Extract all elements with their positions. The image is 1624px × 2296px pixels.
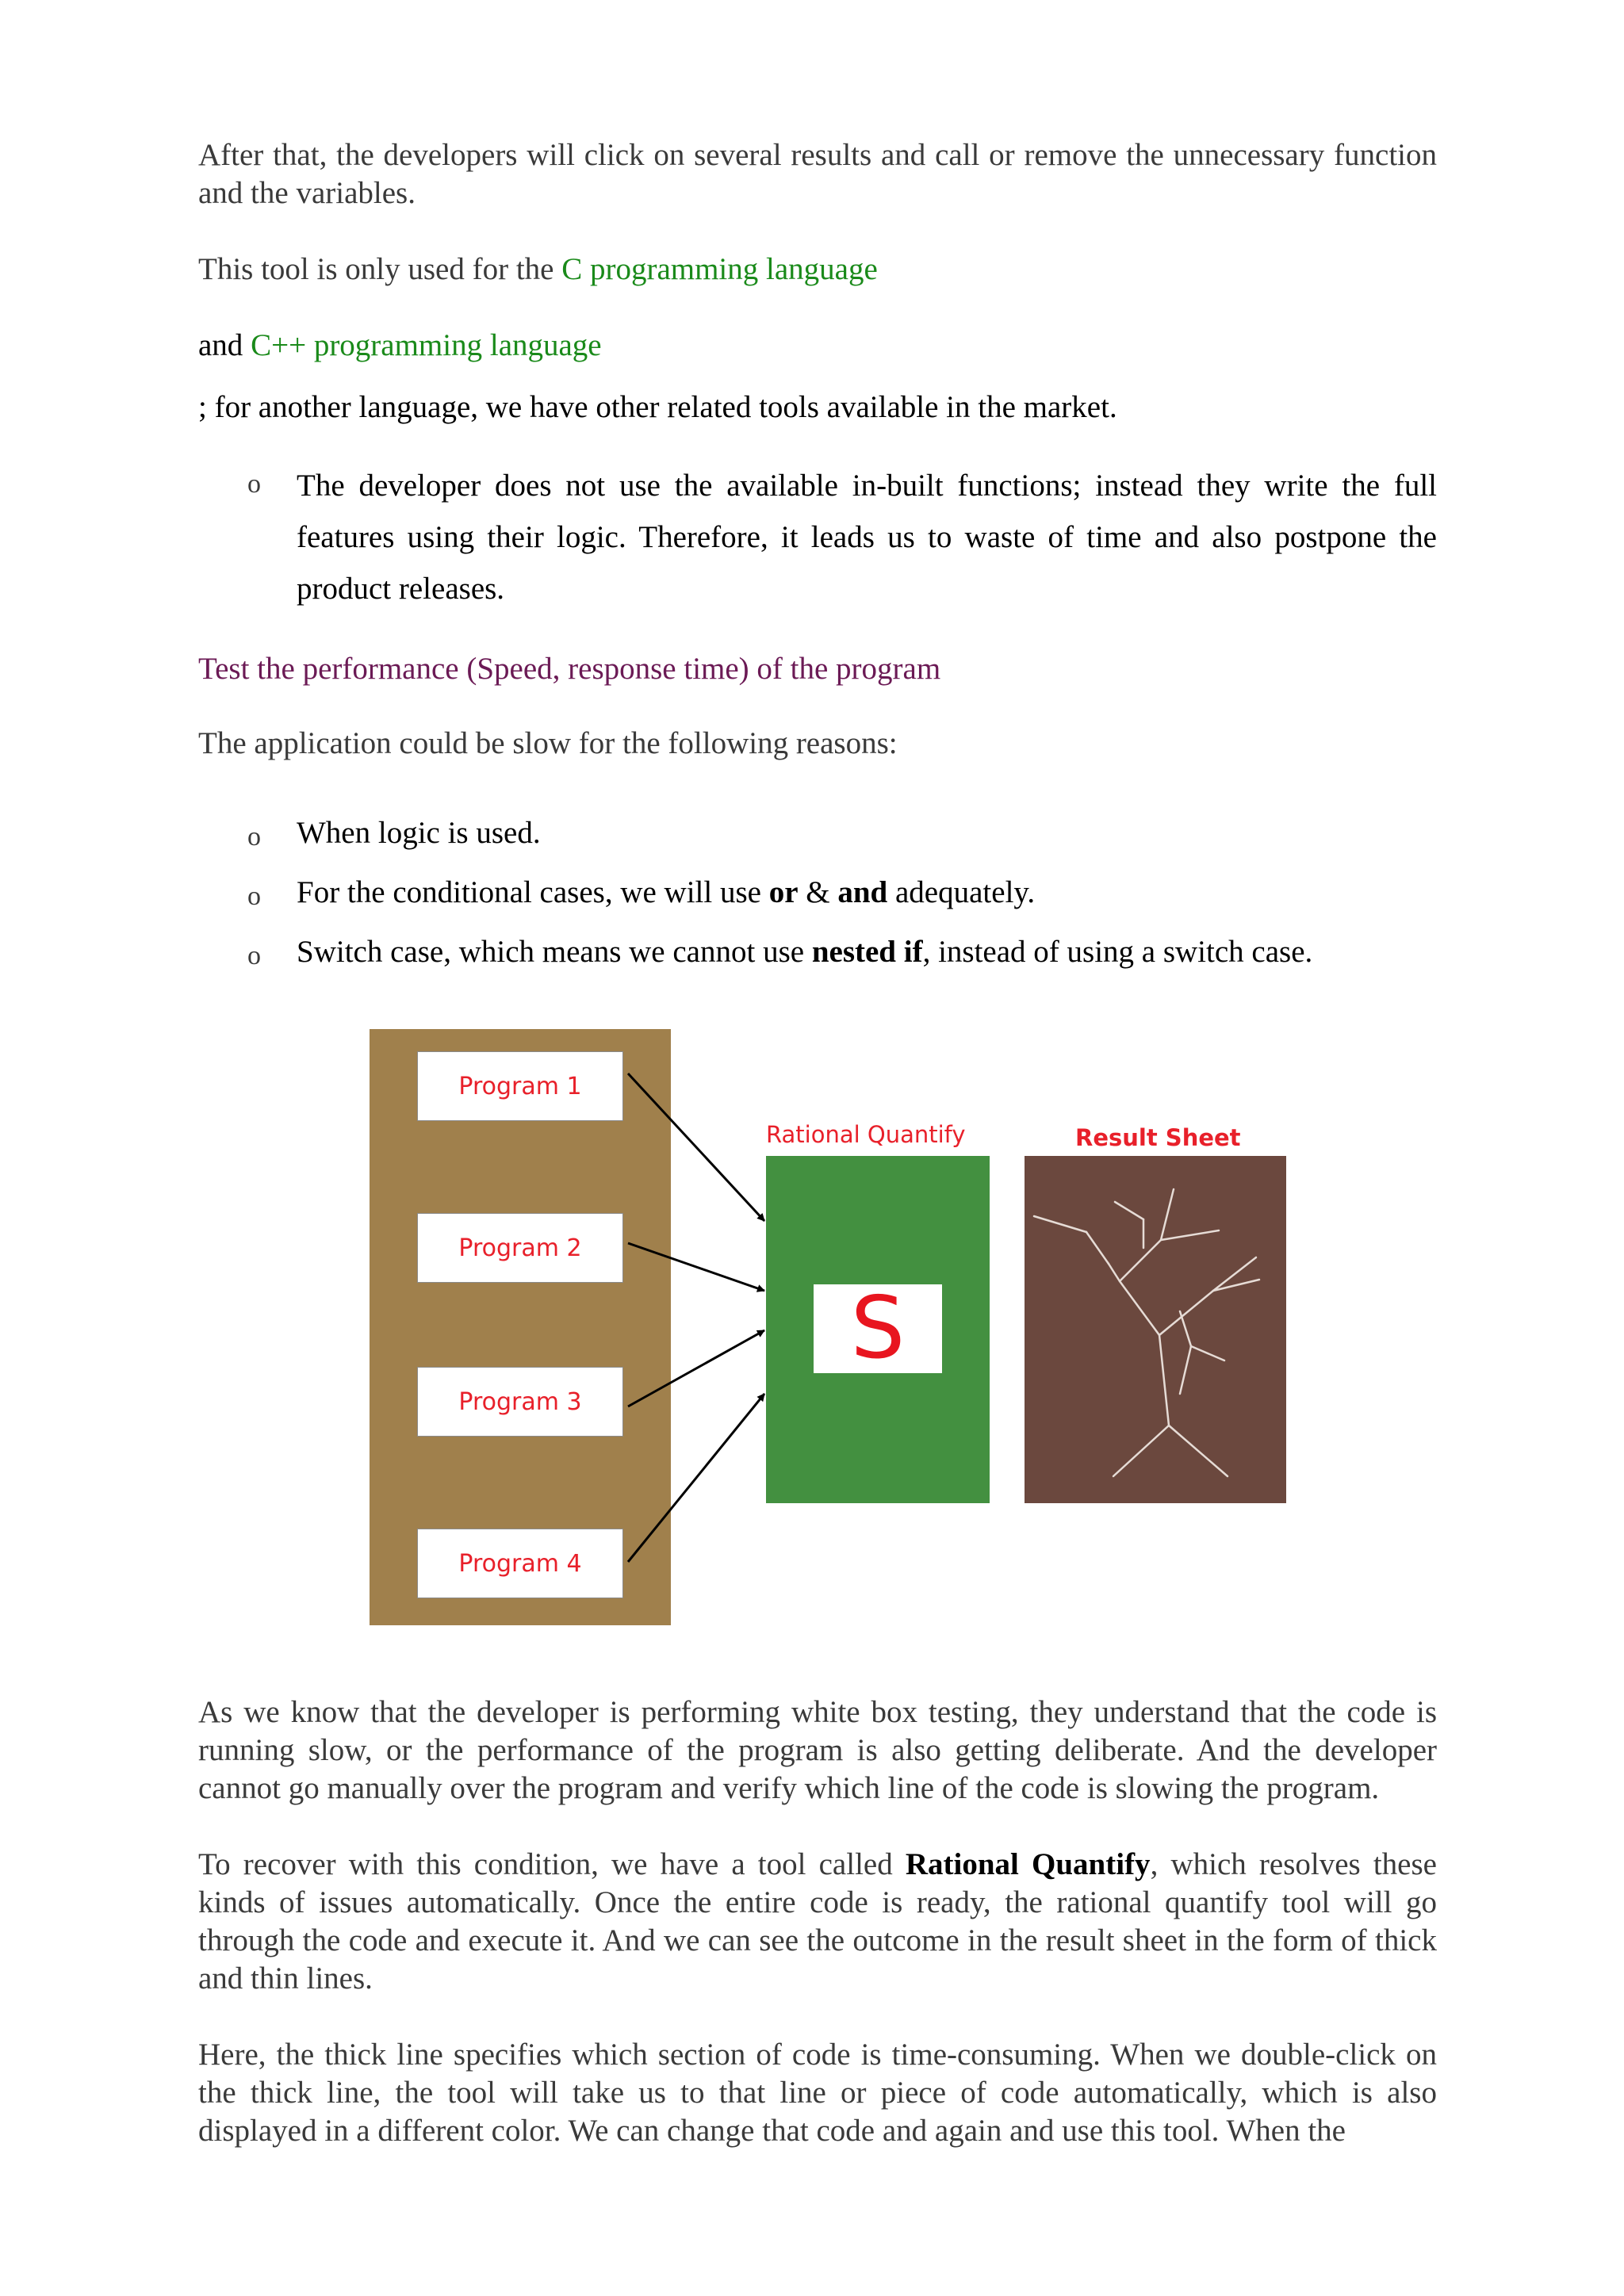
paragraph-text: This tool is only used for the bbox=[198, 252, 562, 286]
list-text: , instead of using a switch case. bbox=[922, 935, 1313, 969]
bullet-item-logic: When logic is used. bbox=[297, 816, 541, 850]
list-bold-and: and bbox=[837, 875, 888, 909]
list-text: Switch case, which means we cannot use bbox=[297, 935, 812, 969]
rational-quantify-label: Rational Quantify bbox=[766, 1121, 966, 1148]
rational-quantify-bold: Rational Quantify bbox=[905, 1847, 1151, 1881]
arrow-program-3 bbox=[628, 1330, 764, 1406]
bullet-item-switch-case bbox=[297, 926, 1437, 978]
bullet-marker: o bbox=[247, 822, 261, 851]
arrow-program-1 bbox=[628, 1073, 764, 1221]
paragraph-text: To recover with this condition, we have a tool called bbox=[198, 1847, 906, 1881]
paragraph-intro: After that, the developers will click on several results and call or remove the unnecessary function and the variables. bbox=[198, 138, 1437, 210]
section-heading: Test the performance (Speed, response time) of the program bbox=[198, 652, 941, 686]
list-text: For the conditional cases, we will use bbox=[297, 875, 769, 909]
bullet-item-inbuilt-functions: The developer does not use the available in-built functions; instead they write the full features using their logic. Therefore, it leads us to waste of time and also postpone the product releases. bbox=[297, 469, 1437, 606]
paragraph-other-tools: ; for another language, we have other related tools available in the market. bbox=[198, 390, 1117, 424]
paragraph-text: , which resolves these kinds of issues automatically. Once the entire code is ready, the rational quantify tool will go through the code and execute it. And we can see the outcome in the result sheet in the form of thick and thin lines. bbox=[198, 1847, 1437, 1996]
s-logo: S bbox=[814, 1284, 942, 1373]
bullet-marker: o bbox=[247, 882, 261, 911]
bullet-item-conditional bbox=[297, 867, 1437, 918]
paragraph-text: and bbox=[198, 328, 251, 362]
arrow-program-2 bbox=[628, 1243, 764, 1291]
list-text: adequately. bbox=[887, 875, 1036, 909]
bullet-marker: o bbox=[247, 941, 261, 970]
program-box: Program 1 bbox=[417, 1051, 623, 1121]
arrow-program-4 bbox=[628, 1394, 764, 1562]
list-bold-nested-if: nested if bbox=[811, 935, 923, 969]
program-box: Program 3 bbox=[417, 1367, 623, 1437]
paragraph-cpp-language bbox=[198, 327, 1437, 365]
cpp-language-link[interactable]: C++ programming language bbox=[251, 328, 602, 362]
paragraph-c-language bbox=[198, 251, 1437, 289]
list-bold-or: or bbox=[768, 875, 799, 909]
program-box: Program 4 bbox=[417, 1529, 623, 1598]
result-sheet-label: Result Sheet bbox=[1075, 1124, 1241, 1151]
paragraph-white-box: As we know that the developer is performing white box testing, they understand that the code is running slow, or the performance of the program is also getting deliberate. And the developer cannot go manually over the program and verify which line of the code is slowing the program. bbox=[198, 1695, 1437, 1805]
program-box: Program 2 bbox=[417, 1213, 623, 1283]
rational-quantify-diagram bbox=[370, 1029, 1289, 1625]
list-text: & bbox=[798, 875, 838, 909]
paragraph-rational-quantify bbox=[198, 1846, 1437, 1998]
paragraph-slow-reasons: The application could be slow for the following reasons: bbox=[198, 726, 898, 760]
paragraph-thick-line: Here, the thick line specifies which section of code is time-consuming. When we double-click on the thick line, the tool will take us to that line or piece of code automatically, which is also displayed in a different color. We can change that code and again and use this tool. When the bbox=[198, 2038, 1437, 2148]
flow-arrows bbox=[370, 1029, 1289, 1625]
c-language-link[interactable]: C programming language bbox=[561, 252, 878, 286]
bullet-marker: o bbox=[247, 469, 261, 499]
